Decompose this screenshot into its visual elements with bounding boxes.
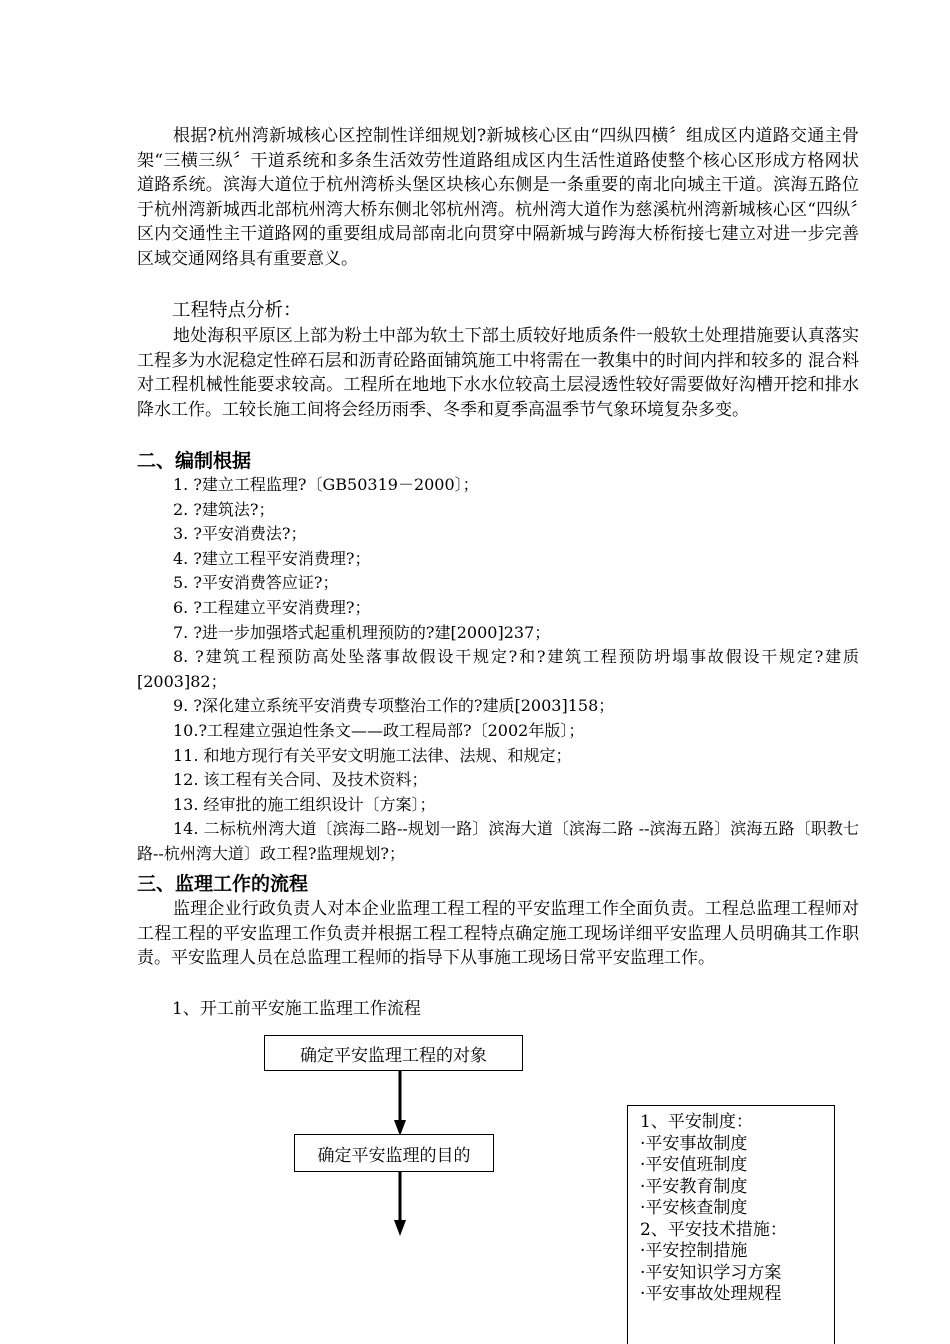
section3-paragraph: 监理企业行政负责人对本企业监理工程工程的平安监理工作全面负责。工程总监理工程师对工程工程的平安监理工作负责并根据工程工程特点确定施工现场详细平安监理人员明确其工作职责。平安监理人员在总监理工程师的指导下从事施工现场日常平安监理工作。 — [137, 899, 859, 969]
list-item: 8. ?建筑工程预防高处坠落事故假设干规定?和?建筑工程预防坍塌事故假设干规定?建质[2003]82； — [137, 647, 859, 691]
flow-title: 1、开工前平安施工监理工作流程 — [172, 999, 421, 1019]
list-item: 6. ?工程建立平安消费理?； — [173, 597, 371, 617]
list-item: 1. ?建立工程监理?〔GB50319－2000〕； — [173, 475, 479, 494]
list-item: 10.?工程建立强迫性条文——政工程局部?〔2002年版〕； — [173, 720, 585, 740]
side-box-line: ·平安控制措施 — [640, 1241, 748, 1261]
side-box-line: ·平安事故处理规程 — [640, 1284, 782, 1304]
flow-box-object: 确定平安监理工程的对象 — [264, 1035, 523, 1071]
list-item: 9. ?深化建立系统平安消费专项整治工作的?建质[2003]158； — [173, 696, 615, 716]
side-box-line: ·平安核查制度 — [640, 1198, 748, 1218]
list-item: 3. ?平安消费法?； — [173, 524, 307, 544]
basis-list — [137, 473, 859, 867]
side-box-line: ·平安事故制度 — [640, 1133, 748, 1154]
side-box-line: ·平安知识学习方案 — [640, 1262, 782, 1283]
arrow-head-2 — [394, 1220, 406, 1236]
list-item: 14. 二标杭州湾大道〔滨海二路--规划一路〕滨海大道〔滨海二路 --滨海五路〕滨海五路〔职教七路--杭州湾大道〕政工程?监理规划?； — [137, 819, 859, 863]
side-box-line: ·平安教育制度 — [640, 1176, 748, 1197]
list-item: 2. ?建筑法?； — [173, 499, 275, 519]
section2-heading: 二、编制根据 — [137, 450, 252, 472]
features-title: 工程特点分析： — [172, 300, 302, 321]
flow-box-purpose: 确定平安监理的目的 — [294, 1134, 494, 1172]
list-item: 11. 和地方现行有关平安文明施工法律、法规、和规定； — [173, 745, 572, 765]
safety-measures-box — [627, 1105, 835, 1344]
list-item: 4. ?建立工程平安消费理?； — [173, 548, 371, 568]
features-paragraph: 地处海积平原区上部为粉土中部为软土下部土质较好地质条件一般软土处理措施要认真落实工程多为水泥稳定性碎石层和沥青砼路面铺筑施工中将需在一教集中的时间内拌和较多的 混合料对工程机械性能要求较高。工程所在地地下水水位较高土层浸透性较好需要做好沟槽开挖和排水降水工作。工较长施工间将会经历雨季、冬季和夏季高温季节气象环境复杂多变。 — [137, 326, 859, 420]
intro-paragraph: 根据?杭州湾新城核心区控制性详细规划?新城核心区由“四纵四横〞组成区内道路交通主骨架“三横三纵〞干道系统和多条生活效劳性道路组成区内生活性道路使整个核心区形成方格网状道路系统。滨海大道位于杭州湾桥头堡区块核心东侧是一条重要的南北向城主干道。滨海五路位于杭州湾新城西北部杭州湾大桥东侧北邻杭州湾。杭州湾大道作为慈溪杭州湾新城核心区“四纵〞区内交通性主干道路网的重要组成局部南北向贯穿中隔新城与跨海大桥衔接七建立对进一步完善区域交通网络具有重要意义。 — [137, 126, 859, 269]
side-box-line: 2、平安技术措施： — [640, 1219, 787, 1240]
side-box-line: ·平安值班制度 — [640, 1155, 748, 1175]
list-item: 13. 经审批的施工组织设计〔方案〕； — [173, 794, 436, 814]
section3-heading: 三、监理工作的流程 — [137, 873, 309, 895]
list-item: 7. ?进一步加强塔式起重机理预防的?建[2000]237； — [173, 622, 551, 642]
side-box-line: 1、平安制度： — [640, 1112, 753, 1132]
list-item: 5. ?平安消费答应证?； — [173, 573, 339, 593]
list-item: 12. 该工程有关合同、及技术资料； — [173, 770, 428, 790]
